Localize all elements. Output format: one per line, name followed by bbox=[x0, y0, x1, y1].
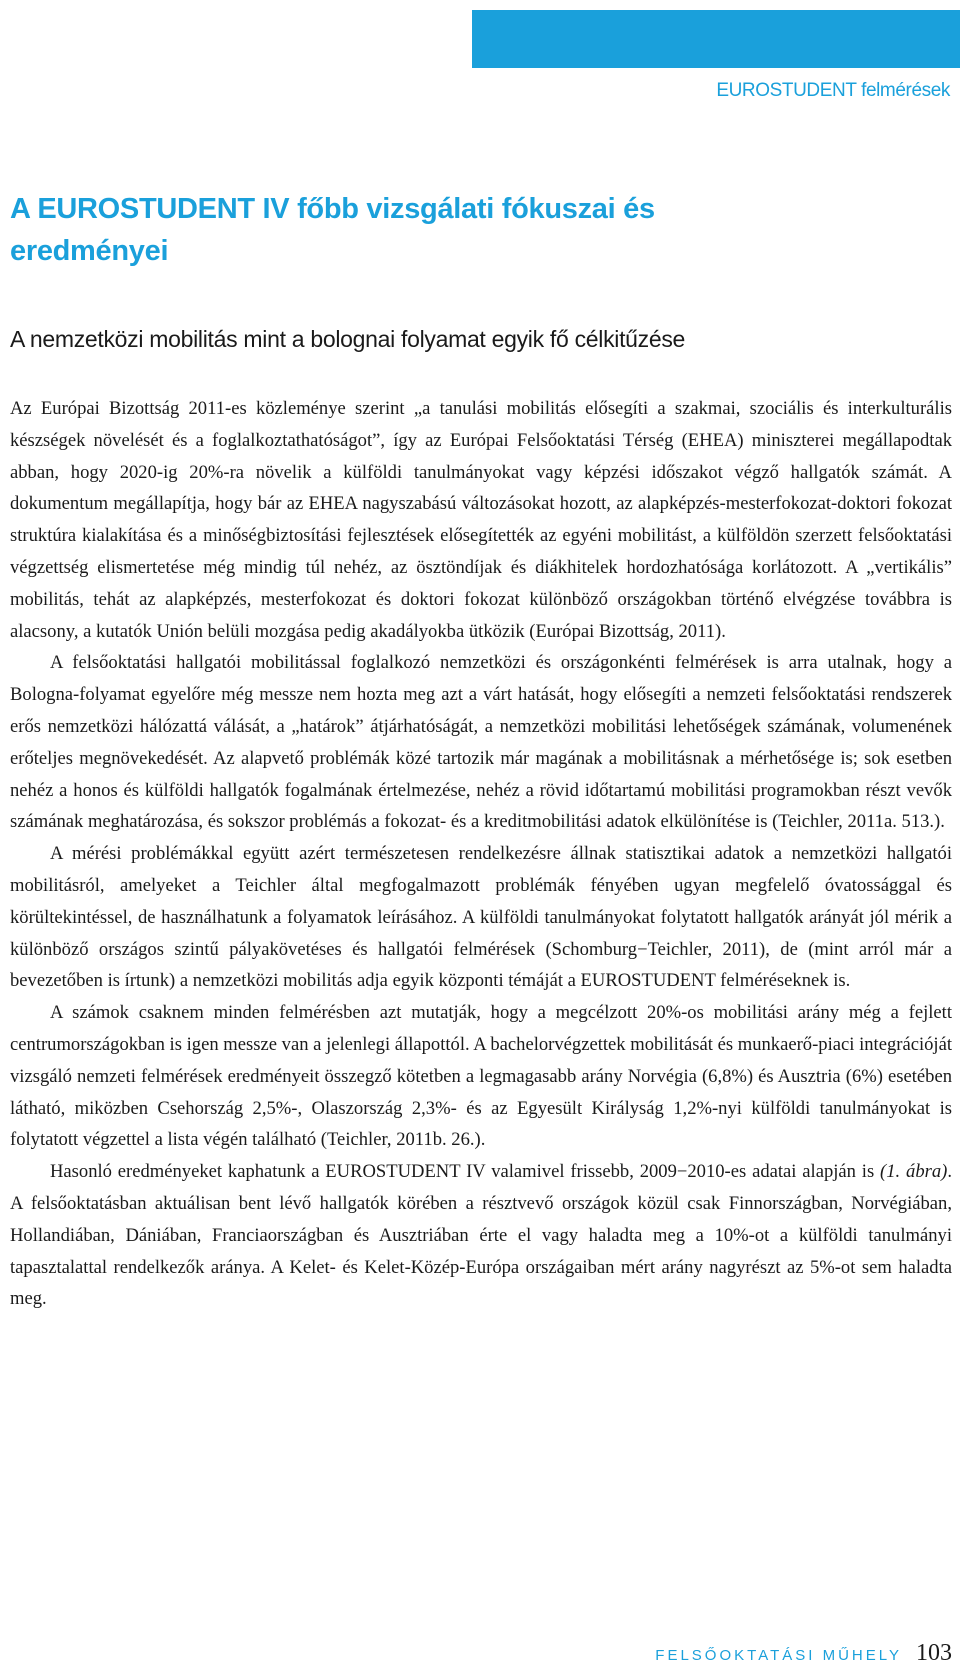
article-body bbox=[10, 393, 952, 1315]
paragraph-3: A mérési problémákkal együtt azért természetesen rendelkezésre állnak statisztikai adatok a nemzetközi hallgatói mobilitásról, amelyeket a Teichler által megfogalmazott problémák fényében ugyan megfelelő óvatossággal és körültekintéssel, de használhatunk a folyamatok leírásához. A külföldi tanulmányokat folytatott hallgatók arányát jól mérik a különböző országos szintű pályakövetéses és hallgatói felmérések (Schomburg−Teichler, 2011), de (mint arról már a bevezetőben is írtunk) a nemzetközi mobilitás adja egyik központi témáját a EUROSTUDENT felméréseknek is. bbox=[10, 843, 952, 992]
paragraph-4: A számok csaknem minden felmérésben azt mutatják, hogy a megcélzott 20%-os mobilitási arány még a fejlett centrumországokban is igen messze van a jelenlegi állapottól. A bachelorvégzettek mobilitását és munkaerő-piaci integrációját vizsgáló nemzeti felmérések eredményeit összegző kötetben a legmagasabb arány Norvégia (6,8%) és Ausztria (6%) esetében látható, miközben Csehország 2,5%-, Olaszország 2,3%- és az Egyesült Királyság 1,2%-nyi külföldi tanulmányokat is folytatott végzettel a lista végén található (Teichler, 2011b. 26.). bbox=[10, 1002, 952, 1151]
header-color-bar bbox=[472, 10, 960, 68]
article-title: A EUROSTUDENT IV főbb vizsgálati fókuszai és eredményei bbox=[10, 193, 655, 267]
paragraph-5-text-end: . A felsőoktatásban aktuálisan bent lévő hallgatók körében a résztvevő országok közül csak Finnországban, Norvégiában, Hollandiában, Dániában, Franciaországban és Ausztriában érte el vagy haladta meg a 10%-ot a külföldi tanulmányi tapasztalattal rendelkezők aránya. A Kelet- és Kelet-Közép-Európa országaiban mért arány nagyrészt az 5%-ot sem haladta meg. bbox=[10, 1161, 952, 1310]
page-number: 103 bbox=[916, 1640, 952, 1666]
section-label: EUROSTUDENT felmérések bbox=[716, 80, 950, 101]
journal-name: FELSŐOKTATÁSI MŰHELY bbox=[655, 1647, 902, 1664]
paragraph-5-text-start: Hasonló eredményeket kaphatunk a EUROSTUDENT IV valamivel frissebb, 2009−2010-es adatai alapján is bbox=[50, 1161, 881, 1183]
figure-reference-link[interactable]: (1. ábra) bbox=[880, 1161, 948, 1183]
section-heading: A nemzetközi mobilitás mint a bolognai folyamat egyik fő célkitűzése bbox=[10, 326, 686, 352]
paragraph-5 bbox=[10, 1156, 952, 1315]
page-footer bbox=[655, 1640, 952, 1667]
paragraph-1: Az Európai Bizottság 2011-es közleménye szerint „a tanulási mobilitás elősegíti a szakmai, szociális és interkulturális készségek növelését és a foglalkoztathatóságot”, így az Európai Felsőoktatási Térség (EHEA) miniszterei megállapodtak abban, hogy 2020-ig 20%-ra növelik a külföldi tanulmányokat vagy képzési időszakot végző hallgatók számát. A dokumentum megállapítja, hogy bár az EHEA nagyszabású változásokat hozott, az alapképzés-mesterfokozat-doktori fokozat struktúra kialakítása és a minőségbiztosítási fejlesztések elősegítették az egyéni mobilitást, a külföldön szerzett felsőoktatási végzettség elismertetése még mindig túl nehéz, az ösztöndíjak és diákhitelek hordozhatósága korlátozott. A „vertikális” mobilitás, tehát az alapképzés, mesterfokozat és doktori fokozat különböző országokban történő elvégzése továbbra is alacsony, a kutatók Unión belüli mozgása pedig akadályokba ütközik (Európai Bizottság, 2011). bbox=[10, 398, 952, 642]
paragraph-2: A felsőoktatási hallgatói mobilitással foglalkozó nemzetközi és országonkénti felmérések is arra utalnak, hogy a Bologna-folyamat egyelőre még messze nem hozta meg azt a várt hatását, hogy elősegíti a nemzeti felsőoktatási rendszerek erős nemzetközi hálózattá válását, a „határok” átjárhatóságát, a nemzetközi mobilitási lehetőségek számának, volumenének erőteljes megnövekedését. Az alapvető problémák közé tartozik már magának a mobilitásnak a mérhetősége is; sok esetben nehéz a honos és külföldi hallgatók fogalmának értelmezése, nehéz a rövid időtartamú mobilitási programokban részt vevők számának meghatározása, és sokszor problémás a fokozat- és a kreditmobilitási adatok elkülönítése is (Teichler, 2011a. 513.). bbox=[10, 652, 952, 833]
